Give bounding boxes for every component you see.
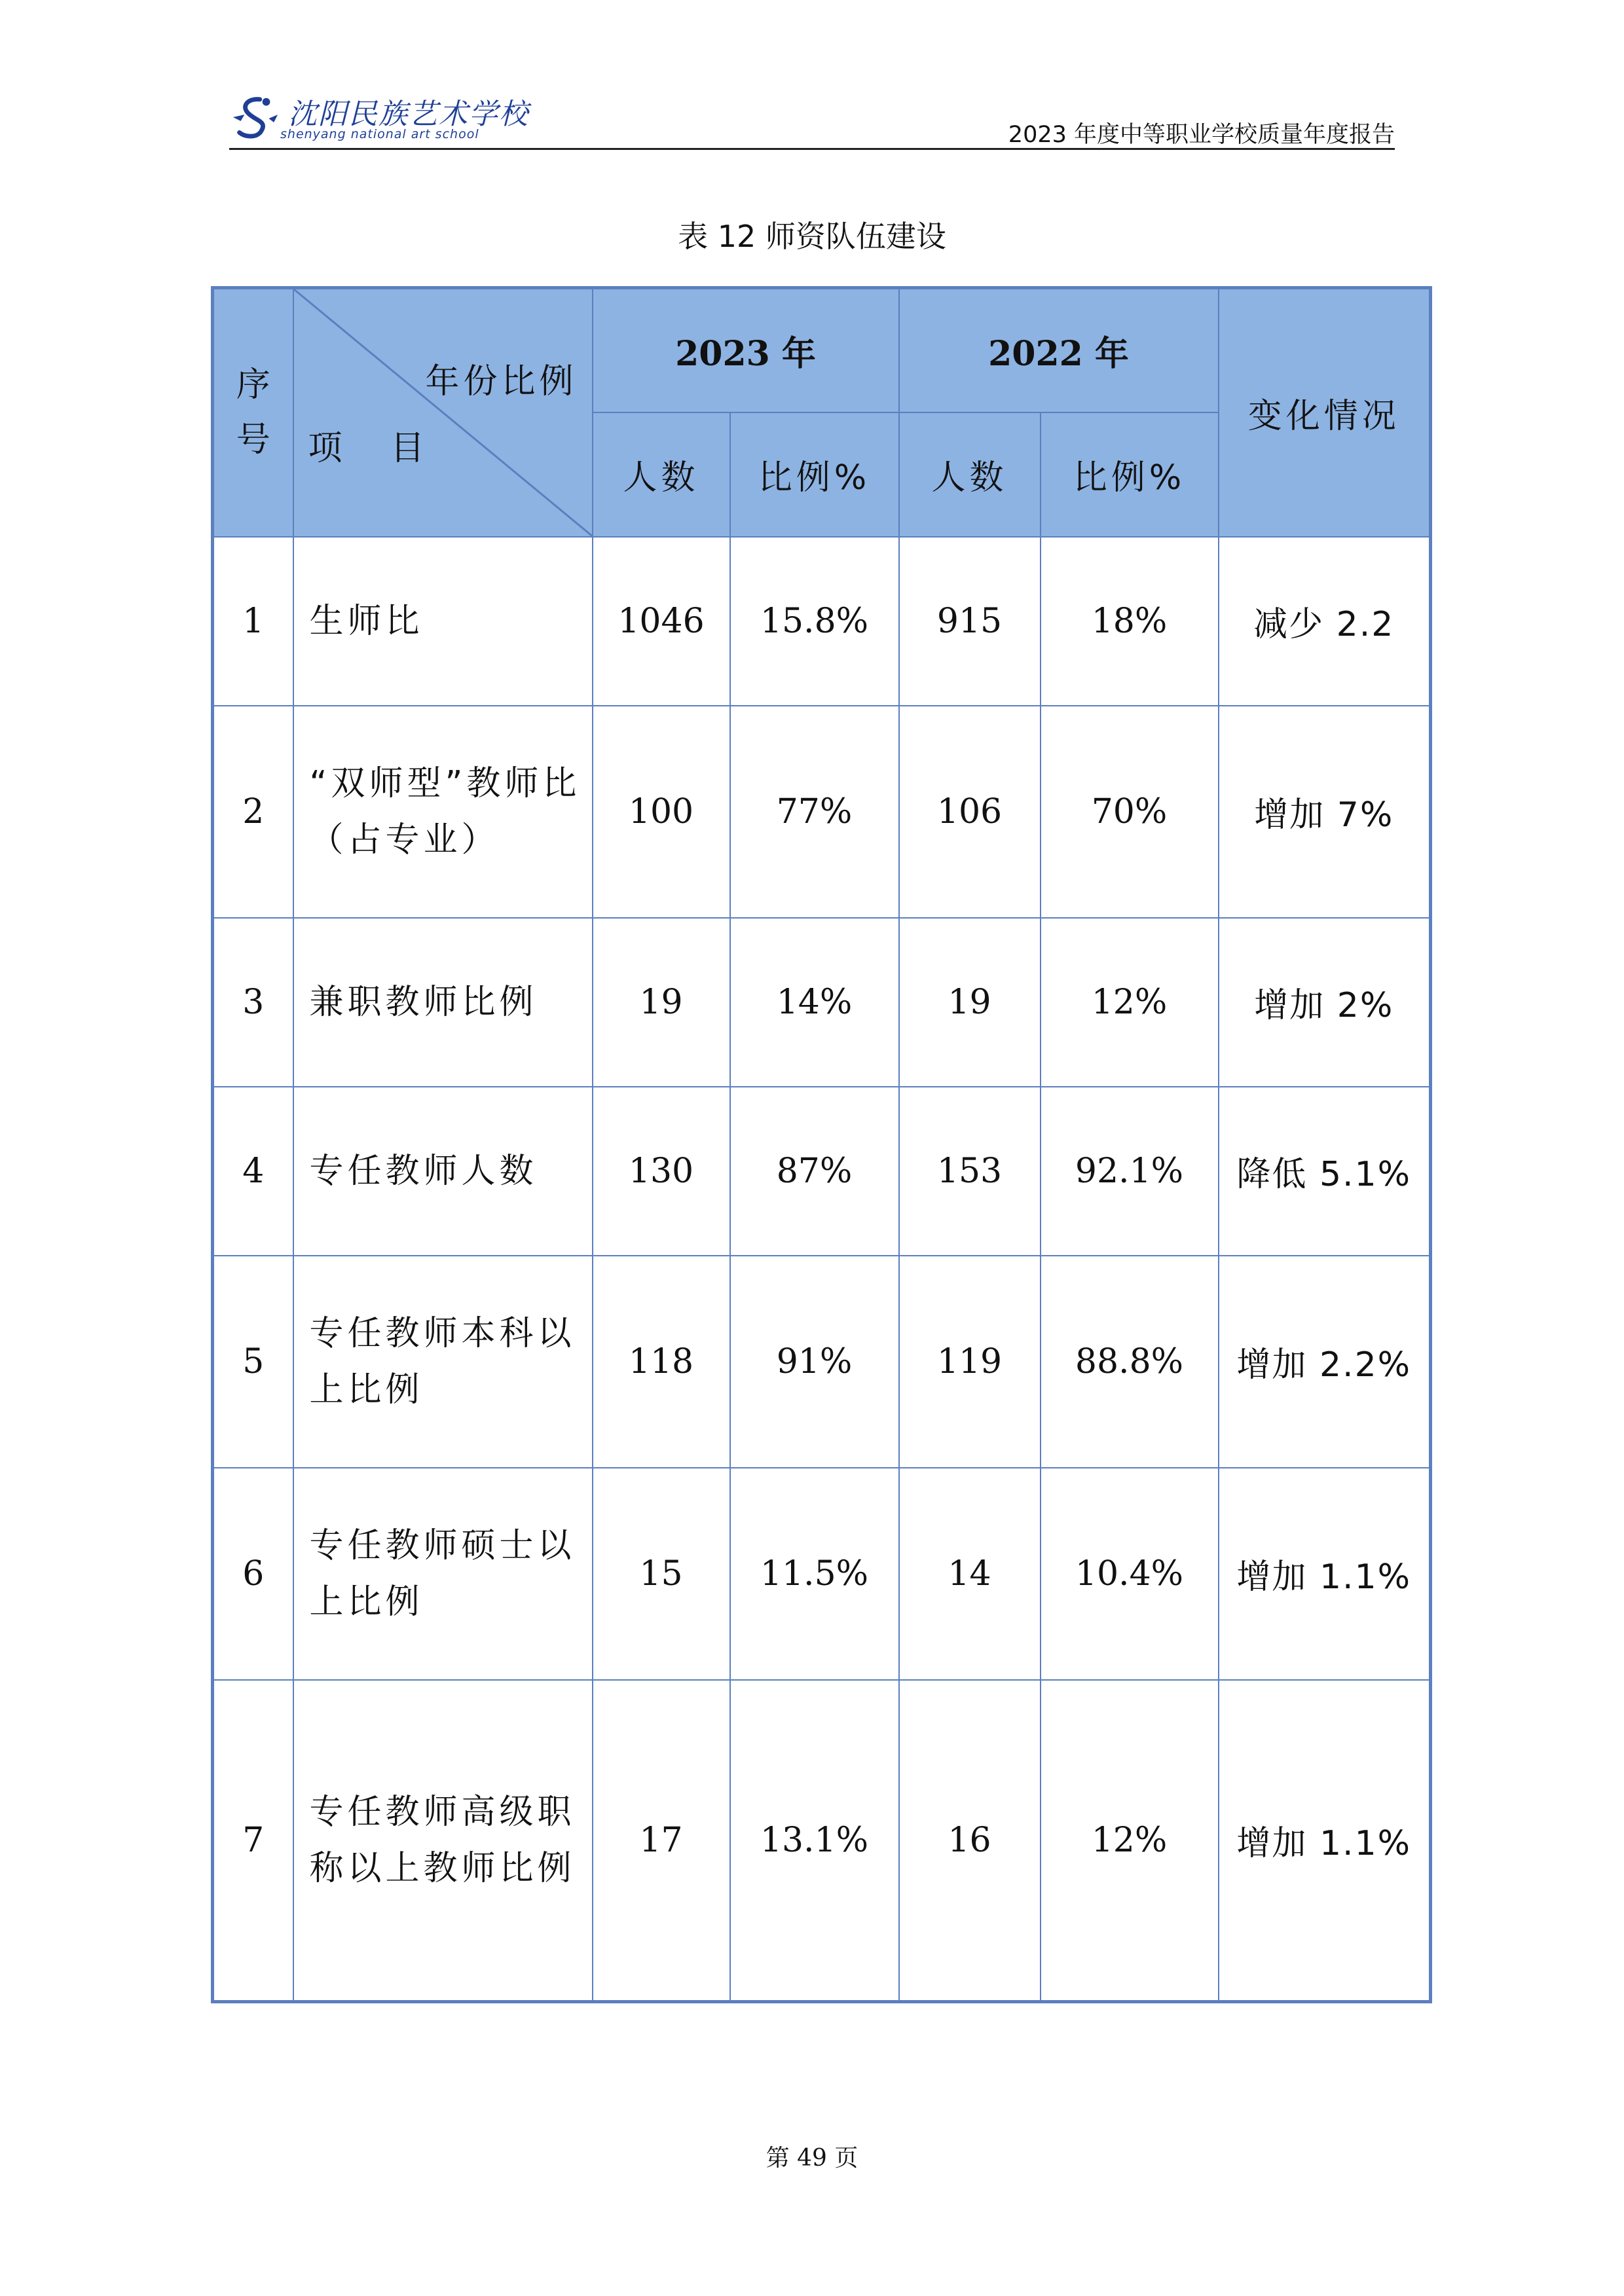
row-2023-ratio: 87% <box>730 1087 899 1256</box>
row-2023-ratio: 11.5% <box>730 1468 899 1680</box>
row-2023-count: 130 <box>593 1087 730 1256</box>
header-2022-count: 人数 <box>899 412 1041 537</box>
row-2022-ratio: 18% <box>1041 537 1219 706</box>
row-item-line1: 兼职教师比例 <box>309 982 538 1022</box>
header-year-2022: 2022 年 <box>899 288 1219 412</box>
row-item <box>293 1680 593 2002</box>
row-seq: 3 <box>213 918 293 1087</box>
row-2022-ratio: 70% <box>1041 706 1219 918</box>
row-change: 降低 5.1% <box>1219 1087 1431 1256</box>
header-diagonal-cell <box>293 288 593 537</box>
row-2023-ratio: 13.1% <box>730 1680 899 2002</box>
logo-chinese-text: 沈阳民族艺术学校 <box>288 98 529 131</box>
header-2023-ratio: 比例% <box>730 412 899 537</box>
row-seq: 6 <box>213 1468 293 1680</box>
logo-emblem-icon <box>229 93 280 144</box>
table-row <box>213 1680 1431 2002</box>
row-2022-count: 14 <box>899 1468 1041 1680</box>
row-item-line1: “双师型”教师比 <box>309 763 581 803</box>
row-seq: 4 <box>213 1087 293 1256</box>
table-caption: 表 12 师资队伍建设 <box>678 219 946 254</box>
row-item-line1: 专任教师硕士以 <box>309 1525 576 1565</box>
header-row-1 <box>213 288 1431 412</box>
logo-english-text: shenyang national art school <box>280 127 479 141</box>
row-change: 增加 7% <box>1219 706 1431 918</box>
row-2022-ratio: 12% <box>1041 1680 1219 2002</box>
row-item-line2: 称以上教师比例 <box>309 1848 576 1888</box>
row-2022-count: 19 <box>899 918 1041 1087</box>
row-item <box>293 1468 593 1680</box>
row-2022-ratio: 88.8% <box>1041 1256 1219 1468</box>
row-2023-count: 118 <box>593 1256 730 1468</box>
table-row <box>213 1468 1431 1680</box>
row-item <box>293 1256 593 1468</box>
row-2022-ratio: 10.4% <box>1041 1468 1219 1680</box>
row-change: 增加 2.2% <box>1219 1256 1431 1468</box>
row-item-line1: 专任教师本科以 <box>309 1313 576 1353</box>
row-2022-count: 153 <box>899 1087 1041 1256</box>
row-change: 增加 2% <box>1219 918 1431 1087</box>
row-item-line2: 上比例 <box>309 1582 424 1622</box>
row-2023-count: 1046 <box>593 537 730 706</box>
header-2022-ratio: 比例% <box>1041 412 1219 537</box>
row-2023-count: 17 <box>593 1680 730 2002</box>
table-row <box>213 918 1431 1087</box>
table-row <box>213 706 1431 918</box>
row-item <box>293 706 593 918</box>
row-2023-count: 19 <box>593 918 730 1087</box>
header-2023-count: 人数 <box>593 412 730 537</box>
row-2023-ratio: 15.8% <box>730 537 899 706</box>
row-2022-count: 119 <box>899 1256 1041 1468</box>
row-2023-count: 15 <box>593 1468 730 1680</box>
row-item-line1: 专任教师人数 <box>309 1151 538 1191</box>
row-seq: 2 <box>213 706 293 918</box>
row-2023-ratio: 14% <box>730 918 899 1087</box>
row-2022-ratio: 92.1% <box>1041 1087 1219 1256</box>
table-row <box>213 1087 1431 1256</box>
row-item <box>293 1087 593 1256</box>
header-item-label: 项 目 <box>308 429 429 468</box>
row-item-line1: 专任教师高级职 <box>309 1792 576 1832</box>
row-2023-ratio: 77% <box>730 706 899 918</box>
header-divider <box>229 148 1395 150</box>
header-seq-line1: 序 <box>236 365 270 405</box>
row-2023-count: 100 <box>593 706 730 918</box>
row-seq: 7 <box>213 1680 293 2002</box>
header-change: 变化情况 <box>1219 288 1431 537</box>
diagonal-line <box>294 289 592 536</box>
report-title: 2023 年度中等职业学校质量年度报告 <box>1008 122 1395 148</box>
row-item-line2: 上比例 <box>309 1370 424 1410</box>
row-2022-count: 106 <box>899 706 1041 918</box>
header-seq-line2: 号 <box>236 420 270 460</box>
page-header <box>229 90 1395 149</box>
table-row <box>213 537 1431 706</box>
row-item-line2: （占专业） <box>309 820 500 860</box>
row-item <box>293 537 593 706</box>
header-year-ratio-label: 年份比例 <box>425 362 578 401</box>
row-change: 减少 2.2 <box>1219 537 1431 706</box>
row-2022-count: 16 <box>899 1680 1041 2002</box>
row-seq: 5 <box>213 1256 293 1468</box>
row-item-line1: 生师比 <box>309 601 424 641</box>
row-2023-ratio: 91% <box>730 1256 899 1468</box>
row-item <box>293 918 593 1087</box>
row-2022-count: 915 <box>899 537 1041 706</box>
row-change: 增加 1.1% <box>1219 1680 1431 2002</box>
faculty-table <box>211 286 1432 2003</box>
header-seq <box>213 288 293 537</box>
row-seq: 1 <box>213 537 293 706</box>
row-2022-ratio: 12% <box>1041 918 1219 1087</box>
school-logo <box>229 90 529 149</box>
table-row <box>213 1256 1431 1468</box>
header-year-2023: 2023 年 <box>593 288 899 412</box>
row-change: 增加 1.1% <box>1219 1468 1431 1680</box>
page-number: 第 49 页 <box>766 2145 858 2172</box>
